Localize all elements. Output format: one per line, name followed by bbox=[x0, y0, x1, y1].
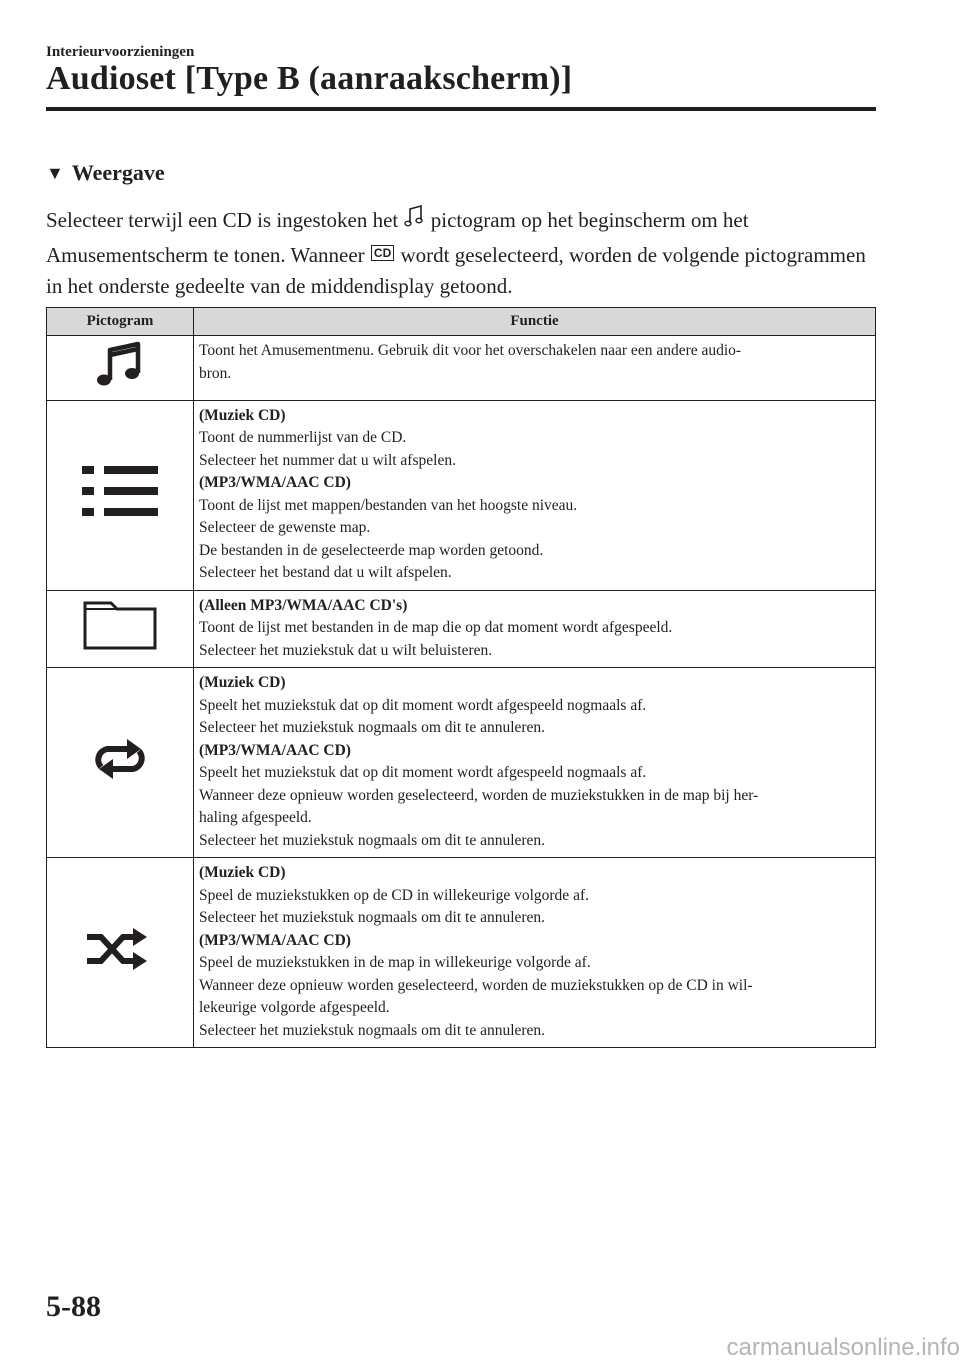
shuffle-icon bbox=[85, 927, 155, 971]
title-rule bbox=[46, 107, 876, 111]
function-line: Speelt het muziekstuk dat op dit moment wordt afgespeeld nogmaals af. bbox=[199, 696, 647, 714]
subheading bbox=[46, 160, 165, 186]
watermark: carmanualsonline.info bbox=[726, 1334, 960, 1361]
intro-text-3: wordt geselecteerd, worden de volgende pictogrammen in het onderste gedeelte van de middendisplay getoond. bbox=[46, 242, 866, 298]
function-line: Selecteer het bestand dat u wilt afspelen. bbox=[199, 564, 452, 581]
function-line: (Alleen MP3/WMA/AAC CD's) bbox=[199, 596, 408, 614]
table-row bbox=[47, 668, 876, 858]
function-line: haling afgespeeld. bbox=[199, 809, 312, 826]
function-cell bbox=[194, 400, 876, 590]
icon-cell bbox=[47, 336, 194, 401]
table-header-row bbox=[47, 308, 876, 336]
page-title: Audioset [Type B (aanraakscherm)] bbox=[46, 60, 573, 97]
function-line: Selecteer de gewenste map. bbox=[199, 519, 371, 536]
function-line: Toont het Amusementmenu. Gebruik dit voor het overschakelen naar een andere audio- bbox=[199, 342, 742, 359]
function-line: Wanneer deze opnieuw worden geselecteerd, worden de muziekstukken op de CD in wil- bbox=[199, 976, 753, 994]
function-line: Selecteer het nummer dat u wilt afspelen. bbox=[199, 451, 456, 469]
function-cell bbox=[194, 858, 876, 1048]
function-line: Speel de muziekstukken op de CD in willekeurige volgorde af. bbox=[199, 886, 589, 904]
icon-cell bbox=[47, 668, 194, 858]
function-line: De bestanden in de geselecteerde map worden getoond. bbox=[199, 541, 544, 559]
table-row bbox=[47, 590, 876, 668]
folder-icon bbox=[83, 600, 157, 650]
cd-icon: CD bbox=[371, 245, 394, 261]
function-line: (Muziek CD) bbox=[199, 674, 286, 691]
function-line: Toont de lijst met mappen/bestanden van het hoogste niveau. bbox=[199, 496, 578, 514]
table-row bbox=[47, 336, 876, 401]
function-line: lekeurige volgorde afgespeeld. bbox=[199, 999, 390, 1016]
function-line: (MP3/WMA/AAC CD) bbox=[199, 931, 351, 949]
function-cell bbox=[194, 336, 876, 401]
icon-cell bbox=[47, 400, 194, 590]
function-line: Selecteer het muziekstuk nogmaals om dit te annuleren. bbox=[199, 719, 546, 736]
triangle-bullet-icon: ▼ bbox=[46, 162, 64, 183]
intro-text-1: Selecteer terwijl een CD is ingestoken het bbox=[46, 208, 404, 232]
intro-paragraph bbox=[46, 204, 866, 303]
function-line: Selecteer het muziekstuk nogmaals om dit te annuleren. bbox=[199, 1021, 546, 1039]
icon-cell bbox=[47, 590, 194, 668]
function-line: Speel de muziekstukken in de map in willekeurige volgorde af. bbox=[199, 954, 591, 971]
header-pictogram: Pictogram bbox=[47, 308, 194, 336]
function-line: bron. bbox=[199, 364, 232, 382]
function-line: (Muziek CD) bbox=[199, 864, 286, 881]
function-line: Selecteer het muziekstuk dat u wilt beluisteren. bbox=[199, 641, 493, 659]
table-row bbox=[47, 858, 876, 1048]
music-note-icon bbox=[92, 336, 148, 392]
function-line: Wanneer deze opnieuw worden geselecteerd, worden de muziekstukken in de map bij her- bbox=[199, 786, 759, 804]
function-cell bbox=[194, 668, 876, 858]
function-line: (MP3/WMA/AAC CD) bbox=[199, 474, 351, 491]
function-cell bbox=[194, 590, 876, 668]
section-label: Interieurvoorzieningen bbox=[46, 44, 195, 60]
header-functie: Functie bbox=[194, 308, 876, 336]
function-line: Selecteer het muziekstuk nogmaals om dit te annuleren. bbox=[199, 831, 546, 849]
subheading-text: Weergave bbox=[71, 160, 165, 185]
table-row bbox=[47, 400, 876, 590]
icon-cell bbox=[47, 858, 194, 1048]
repeat-icon bbox=[87, 737, 153, 781]
function-line: Selecteer het muziekstuk nogmaals om dit te annuleren. bbox=[199, 909, 546, 926]
list-icon bbox=[80, 464, 160, 518]
function-table bbox=[46, 307, 876, 1048]
function-line: Toont de lijst met bestanden in de map die op dat moment wordt afgespeeld. bbox=[199, 619, 673, 636]
music-note-icon bbox=[403, 204, 425, 240]
function-line: (MP3/WMA/AAC CD) bbox=[199, 741, 351, 759]
intro-text-2: pictogram op het beginscherm om het Amusementscherm te tonen. Wanneer bbox=[46, 208, 749, 267]
function-line: Speelt het muziekstuk dat op dit moment wordt afgespeeld nogmaals af. bbox=[199, 764, 647, 781]
function-line: (Muziek CD) bbox=[199, 406, 286, 424]
function-line: Toont de nummerlijst van de CD. bbox=[199, 429, 407, 446]
page-number: 5-88 bbox=[46, 1290, 101, 1323]
